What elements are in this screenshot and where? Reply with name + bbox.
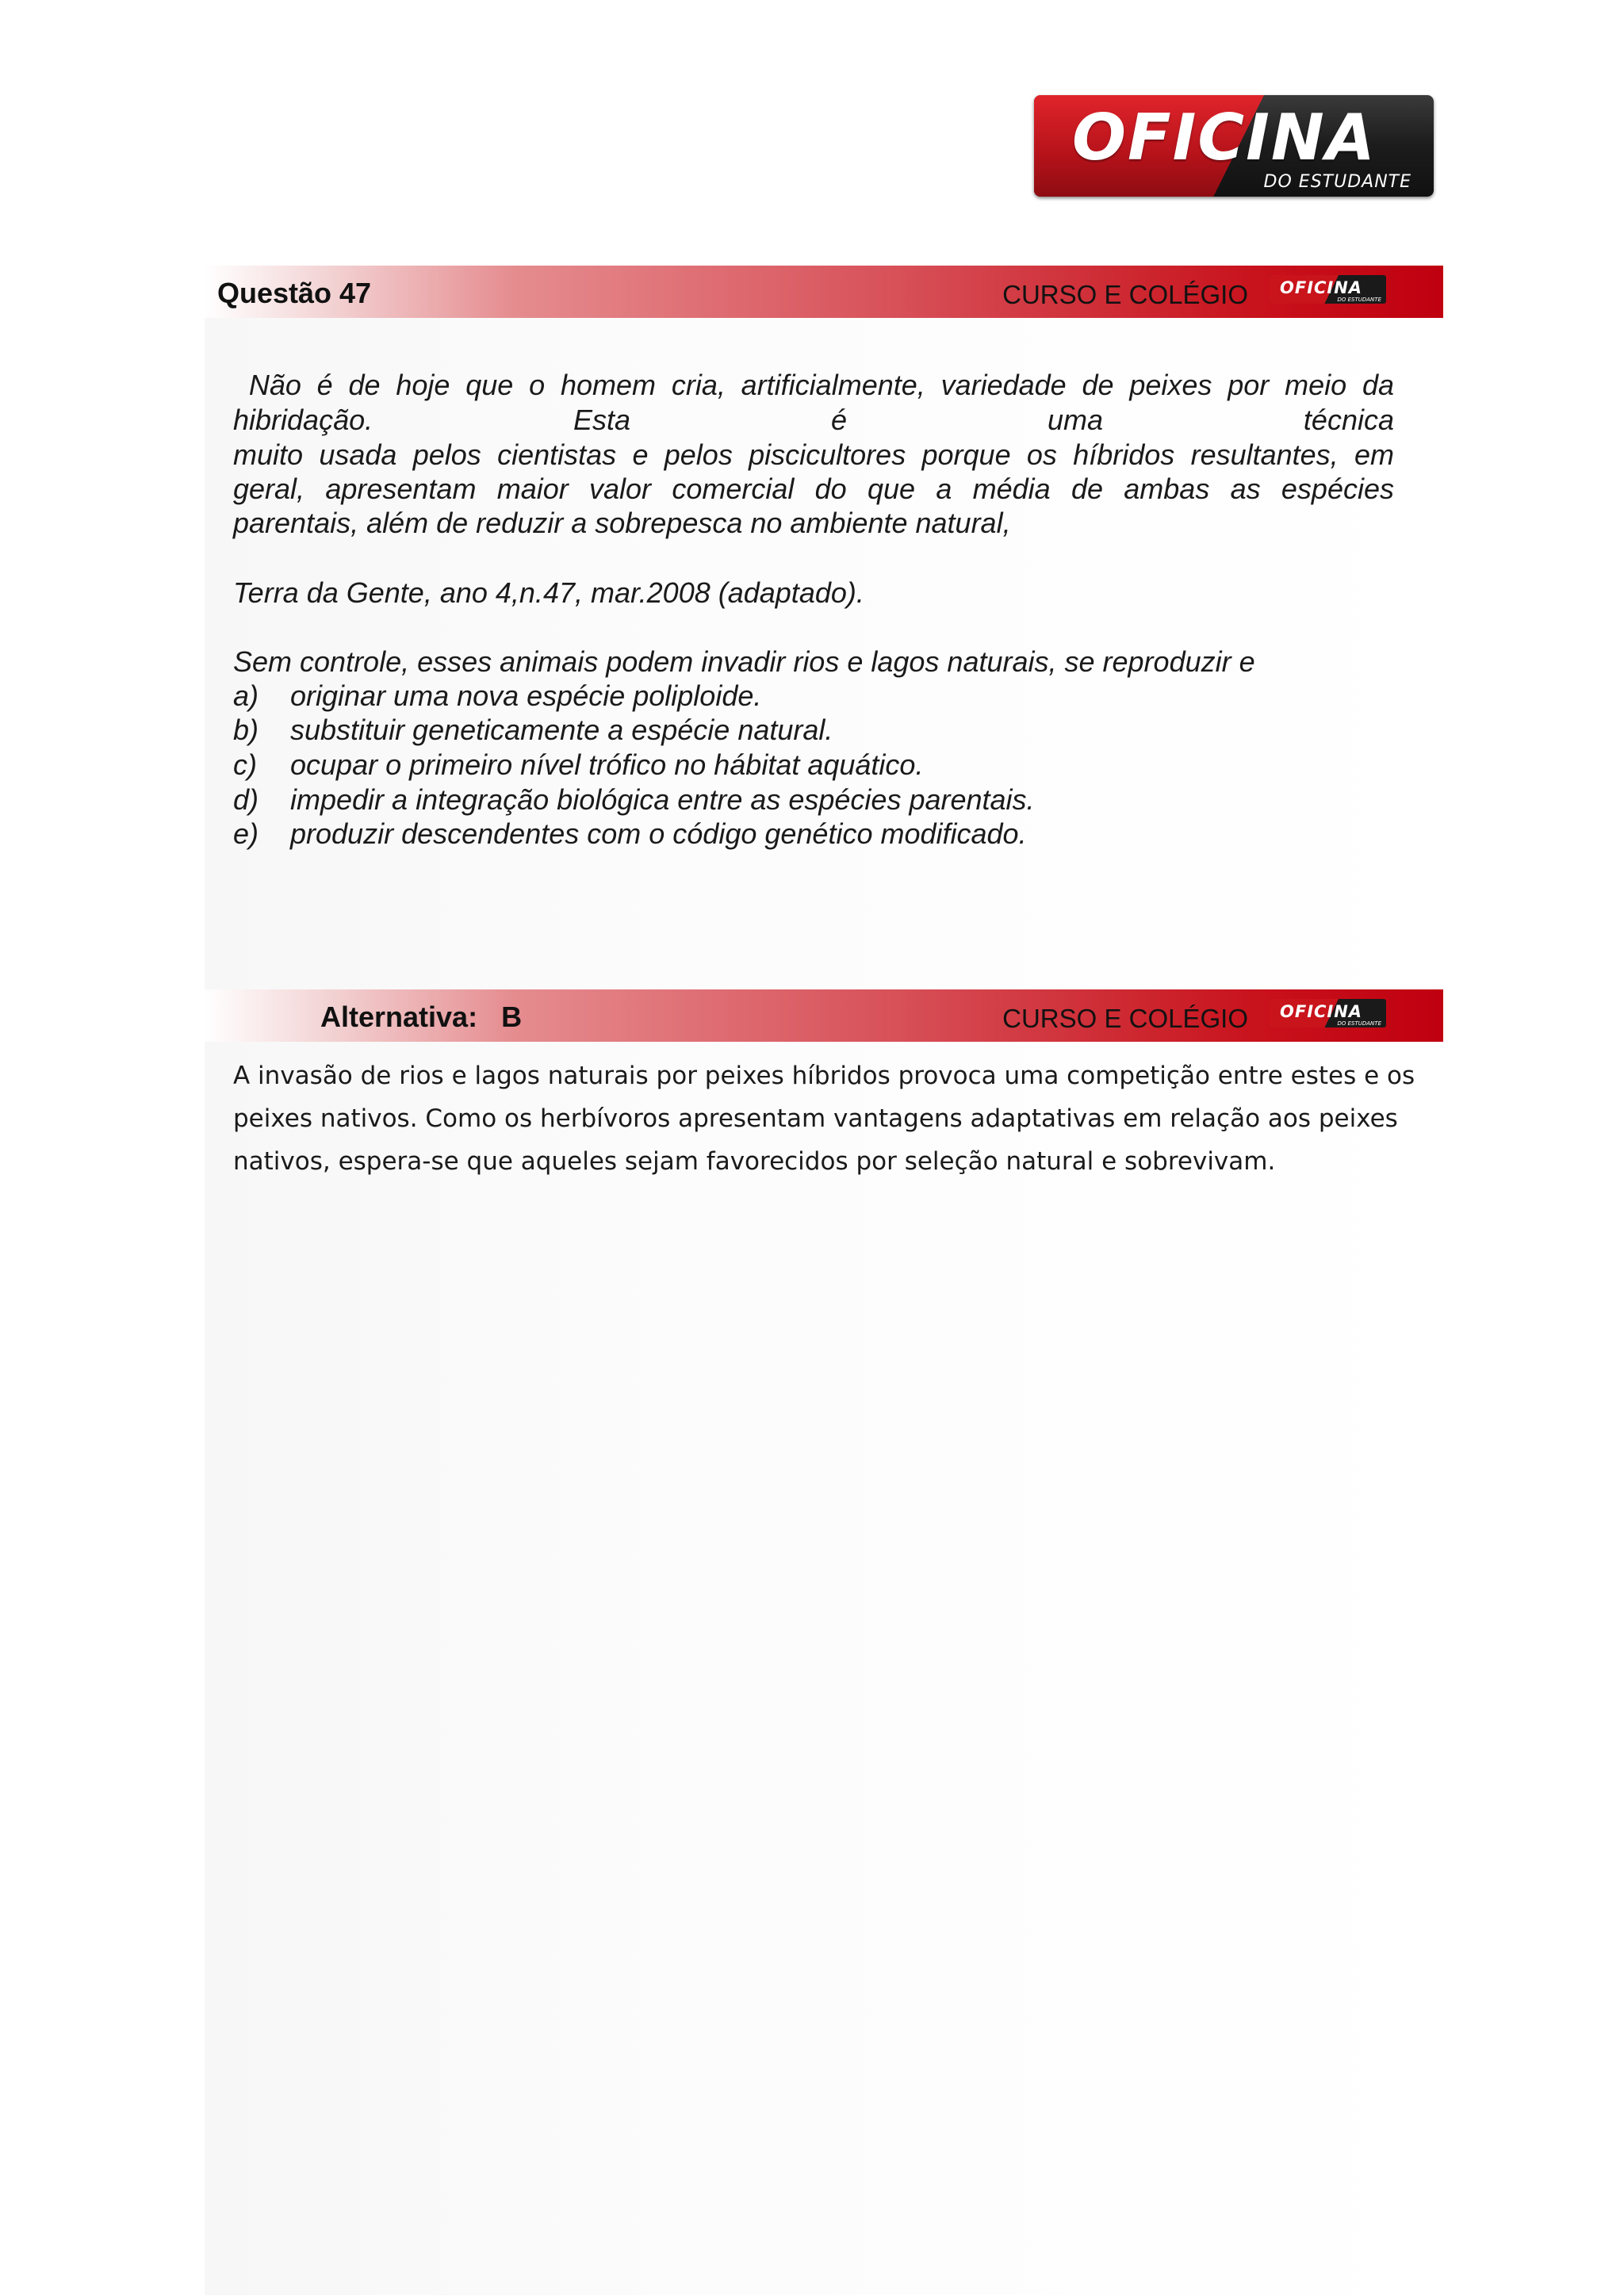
option-e <box>233 817 1027 851</box>
option-d <box>233 783 1035 817</box>
answer-line: A invasão de rios e lagos naturais por peixes híbridos provoca uma competição entre estes e os <box>233 1062 1415 1090</box>
option-c <box>233 748 923 783</box>
mini-logo-sub: DO ESTUDANTE <box>1337 297 1381 303</box>
question-line-2-word: é <box>831 404 848 436</box>
mini-logo-word: OFICINA <box>1280 1002 1363 1021</box>
answer-value: B <box>501 1001 523 1033</box>
option-letter: b) <box>233 714 259 746</box>
question-prompt: Sem controle, esses animais podem invadir rios e lagos naturais, se reproduzir e <box>233 645 1255 678</box>
option-letter: d) <box>233 783 259 816</box>
answer-explanation <box>233 1054 1415 1183</box>
mini-logo-word: OFICINA <box>1280 278 1363 297</box>
school-label: CURSO E COLÉGIO <box>1002 280 1248 309</box>
question-line-4: geral, apresentam maior valor comercial do que a média de ambas as espécies <box>233 473 1394 505</box>
question-line-1: Não é de hoje que o homem cria, artificialmente, variedade de peixes por meio da <box>233 369 1394 401</box>
option-text: produzir descendentes com o código genético modificado. <box>290 817 1027 850</box>
option-b <box>233 713 833 748</box>
question-line-2-word: Esta <box>573 404 631 436</box>
option-letter: c) <box>233 748 257 781</box>
answer-label-text: Alternativa: <box>320 1001 478 1033</box>
answer-line: peixes nativos. Como os herbívoros apresentam vantagens adaptativas em relação aos peixes <box>233 1104 1398 1133</box>
answer-line: nativos, espera-se que aqueles sejam favorecidos por seleção natural e sobrevivam. <box>233 1147 1276 1176</box>
logo-subtitle: DO ESTUDANTE <box>1263 172 1411 192</box>
mini-logo-sub: DO ESTUDANTE <box>1337 1020 1381 1027</box>
question-line-2-word: hibridação. <box>233 404 373 436</box>
option-text: ocupar o primeiro nível trófico no hábitat aquático. <box>290 748 924 781</box>
school-label: CURSO E COLÉGIO <box>1002 1004 1248 1033</box>
option-letter: e) <box>233 817 259 850</box>
page-background <box>205 266 1443 2295</box>
answer-header-bar <box>205 989 1443 1042</box>
option-text: impedir a integração biológica entre as espécies parentais. <box>290 783 1035 816</box>
option-text: substituir geneticamente a espécie natural. <box>290 714 833 746</box>
question-line-3: muito usada pelos cientistas e pelos piscicultores porque os híbridos resultantes, em <box>233 438 1394 471</box>
mini-logo <box>1269 999 1386 1027</box>
question-line-2-word: uma <box>1047 404 1103 436</box>
mini-logo <box>1269 275 1386 304</box>
question-header-bar <box>205 266 1443 318</box>
question-source: Terra da Gente, ano 4,n.47, mar.2008 (adaptado). <box>233 576 864 609</box>
option-letter: a) <box>233 679 259 712</box>
question-number: Questão 47 <box>217 277 372 309</box>
oficina-logo <box>1034 95 1434 197</box>
question-line-5: parentais, além de reduzir a sobrepesca no ambiente natural, <box>233 507 1011 539</box>
logo-word: OFICINA <box>1072 101 1377 174</box>
answer-label <box>320 1001 522 1034</box>
option-text: originar uma nova espécie poliploide. <box>290 679 762 712</box>
question-line-2-word: técnica <box>1303 404 1394 436</box>
option-a <box>233 679 761 714</box>
question-line-2 <box>233 403 1394 438</box>
